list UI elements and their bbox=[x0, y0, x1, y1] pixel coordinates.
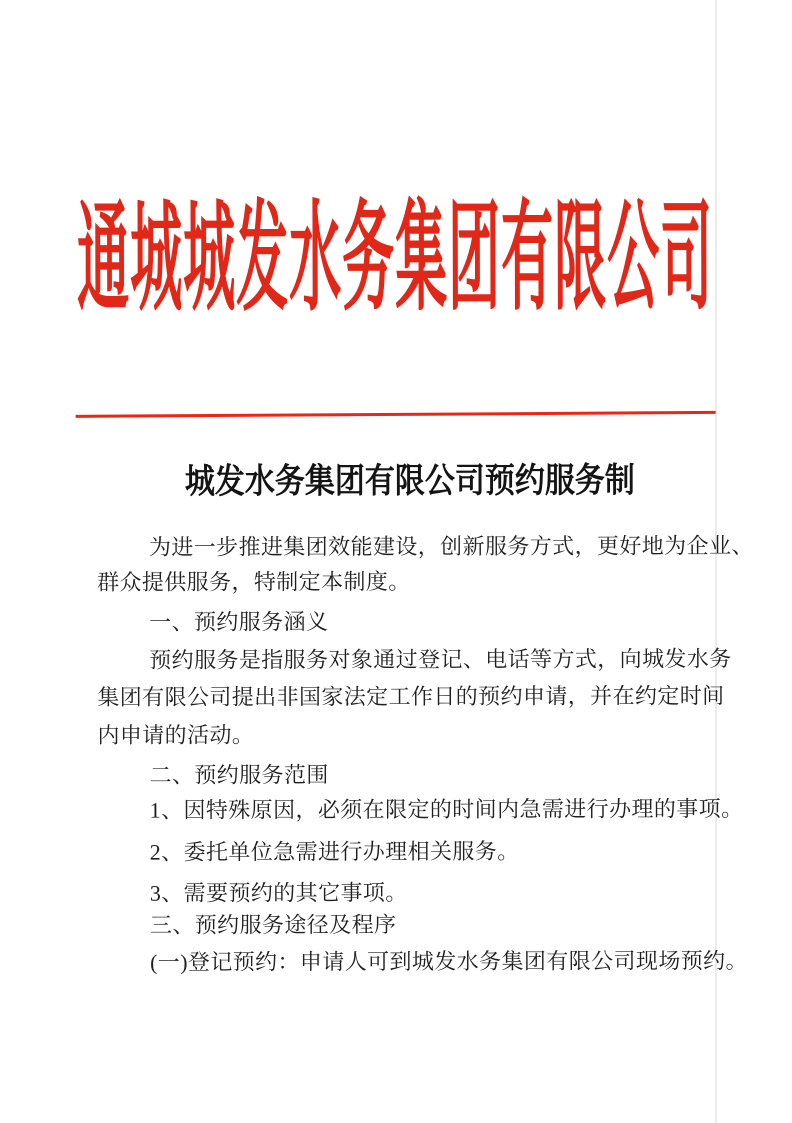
body-line: 1、因特殊原因，必须在限定的时间内急需进行办理的事项。 bbox=[149, 796, 744, 823]
body-line: 群众提供服务，特制定本制度。 bbox=[97, 568, 411, 595]
body-line: 一、预约服务涵义 bbox=[149, 609, 329, 635]
body-line: 预约服务是指服务对象通过登记、电话等方式，向城发水务 bbox=[149, 646, 732, 673]
body-line: 2、委托单位急需进行办理相关服务。 bbox=[149, 838, 520, 865]
letterhead-company-name: 通城城发水务集团有限公司 bbox=[77, 194, 714, 328]
body-line: (一)登记预约：申请人可到城发水务集团有限公司现场预约。 bbox=[150, 948, 748, 975]
document-title: 城发水务集团有限公司预约服务制 bbox=[184, 461, 635, 501]
body-line: 三、预约服务途径及程序 bbox=[149, 912, 397, 938]
document-body bbox=[96, 0, 754, 1123]
body-line: 3、需要预约的其它事项。 bbox=[149, 879, 408, 906]
body-line: 集团有限公司提出非国家法定工作日的预约申请，并在约定时间 bbox=[97, 683, 725, 710]
body-line: 为进一步推进集团效能建设，创新服务方式，更好地为企业、 bbox=[148, 533, 754, 560]
body-line: 二、预约服务范围 bbox=[149, 762, 329, 788]
body-line: 内申请的活动。 bbox=[97, 722, 255, 748]
